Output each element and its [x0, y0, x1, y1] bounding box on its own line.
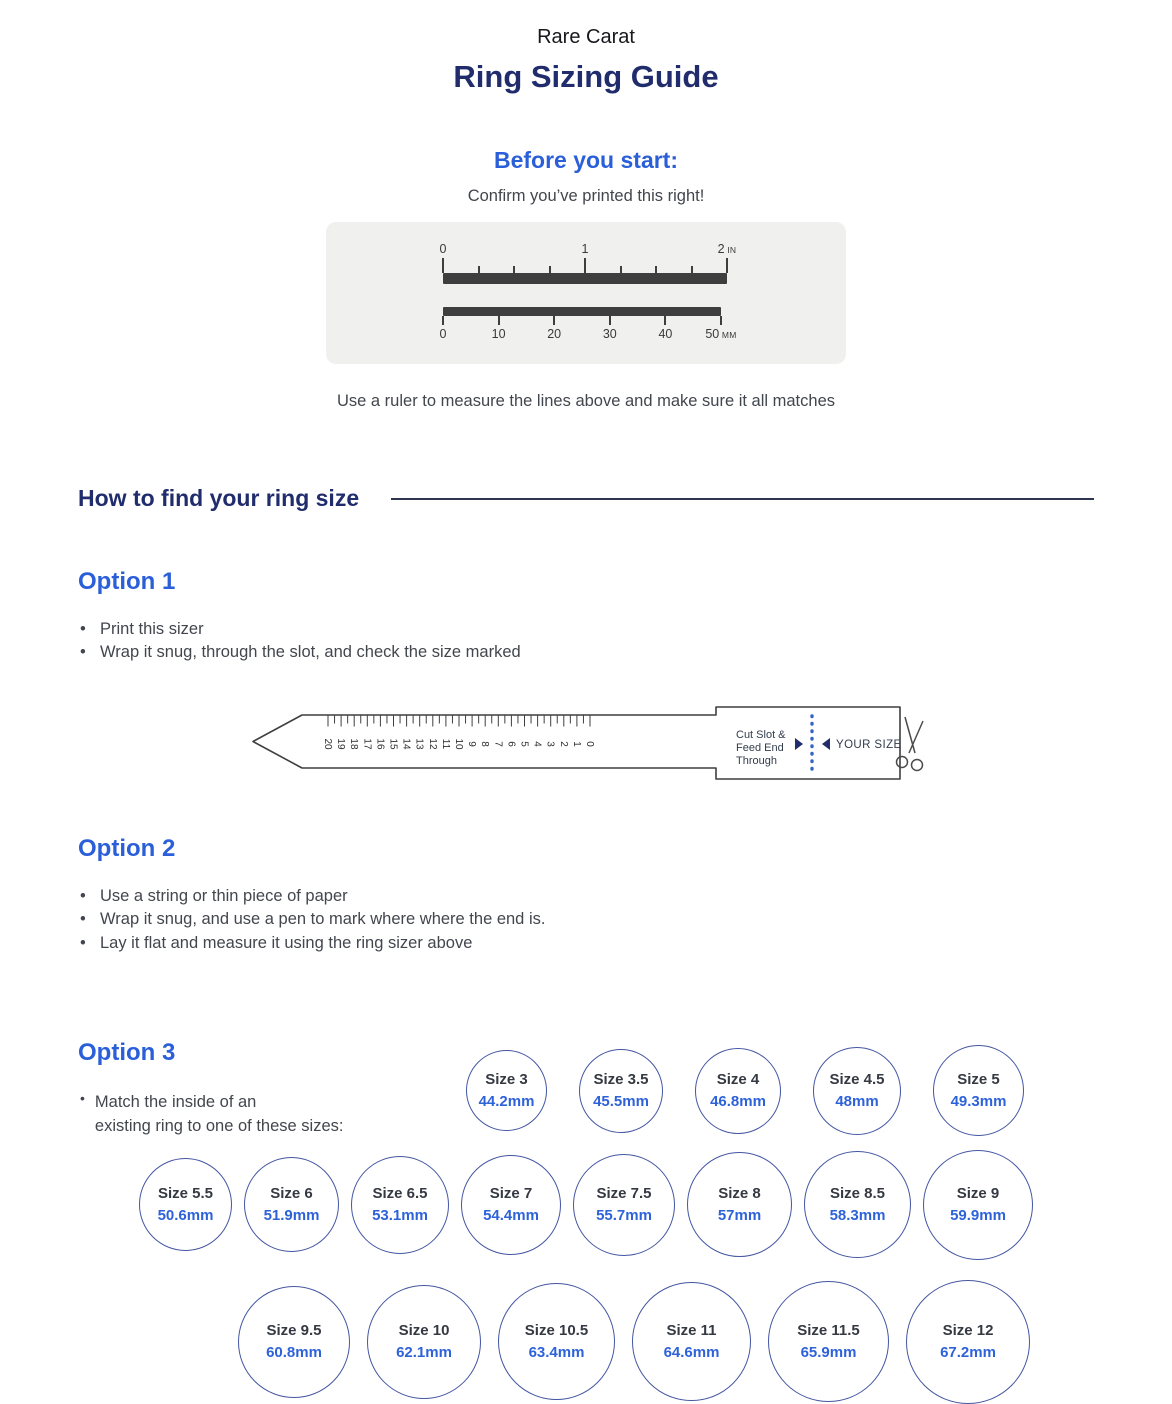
heading-divider-line — [391, 498, 1094, 500]
ring-size-circle — [804, 1151, 911, 1258]
inch-tick — [620, 266, 622, 273]
ring-size-label: Size 10.5 — [524, 1322, 589, 1340]
ring-mm-value: 53.1mm — [372, 1207, 428, 1225]
sizer-number: 1 — [570, 741, 582, 747]
sizer-number: 2 — [557, 741, 569, 747]
ring-size-label: Size 9 — [956, 1185, 1000, 1203]
ring-mm-value: 62.1mm — [396, 1344, 452, 1362]
mm-tick — [498, 316, 500, 325]
sizer-number: 6 — [505, 741, 517, 747]
inch-tick — [442, 258, 444, 273]
option-1-heading: Option 1 — [78, 568, 176, 595]
sizer-number: 8 — [479, 741, 491, 747]
ring-mm-value: 59.9mm — [950, 1207, 1006, 1225]
ring-size-circle — [695, 1048, 781, 1134]
option-3-bullet-line2: existing ring to one of these sizes: — [94, 1116, 344, 1135]
ruler-calibration-box — [326, 222, 846, 364]
mm-unit-label: MM — [719, 330, 737, 340]
ring-size-label: Size 10 — [398, 1322, 450, 1340]
sizer-tick-marks — [328, 715, 590, 726]
ring-size-label: Size 8.5 — [829, 1185, 886, 1203]
sizer-number: 19 — [335, 738, 347, 750]
ring-size-circle — [498, 1283, 615, 1400]
ring-size-label: Size 4 — [716, 1071, 760, 1089]
ring-size-circle — [923, 1150, 1033, 1260]
ring-size-label: Size 5.5 — [157, 1185, 214, 1203]
sizer-number: 9 — [466, 741, 478, 747]
ring-mm-value: 60.8mm — [266, 1344, 322, 1362]
your-size-label: YOUR SIZE — [836, 738, 902, 751]
inch-ruler — [439, 242, 737, 290]
ring-size-circle — [579, 1049, 663, 1133]
mm-ruler-label: 10 — [491, 327, 506, 341]
bullet-item: • Wrap it snug, and use a pen to mark where where the end is. — [78, 908, 1172, 931]
sizer-number: 20 — [322, 738, 333, 750]
mm-ruler-label: 40 — [658, 327, 673, 341]
ring-mm-value: 63.4mm — [528, 1344, 585, 1362]
mm-tick — [720, 316, 722, 325]
ring-mm-value: 64.6mm — [663, 1344, 720, 1362]
option-3-bullet — [78, 1091, 382, 1138]
ring-mm-value: 49.3mm — [950, 1093, 1007, 1111]
inch-tick — [549, 266, 551, 273]
inch-ruler-labels — [439, 242, 737, 258]
mm-ruler-label: 20 — [547, 327, 562, 341]
page-title: Ring Sizing Guide — [453, 59, 719, 94]
sizer-number: 3 — [544, 741, 556, 747]
mm-ruler-label: 50 MM — [705, 327, 737, 341]
inch-ruler-label: 2 IN — [717, 242, 737, 256]
sizer-number: 17 — [361, 738, 373, 750]
inch-ruler-label: 1 — [581, 242, 589, 256]
ring-size-label: Size 8 — [718, 1185, 761, 1203]
mm-tick — [442, 316, 444, 325]
ring-size-label: Size 6.5 — [372, 1185, 428, 1203]
ruler-caption: Use a ruler to measure the lines above and make sure it all matches — [337, 392, 835, 410]
inch-tick — [584, 258, 586, 273]
ring-size-circle — [244, 1157, 339, 1252]
option-3-section — [0, 1039, 1172, 1138]
sizer-number: 5 — [518, 741, 530, 747]
cut-slot-line2: Feed End — [736, 741, 784, 754]
ring-size-label: Size 6 — [270, 1185, 313, 1203]
ring-size-circle — [139, 1158, 232, 1251]
sizer-number: 11 — [439, 738, 451, 750]
ring-size-label: Size 11.5 — [797, 1322, 860, 1340]
sizer-number: 15 — [387, 738, 399, 750]
bullet-item: • Print this sizer — [78, 618, 1172, 641]
brand-name: Rare Carat — [537, 26, 635, 48]
ring-mm-value: 55.7mm — [596, 1207, 652, 1225]
sizer-number: 0 — [584, 741, 595, 747]
ring-mm-value: 44.2mm — [478, 1093, 535, 1111]
ring-mm-value: 57mm — [717, 1207, 762, 1225]
mm-ruler-label: 0 — [439, 327, 447, 341]
ring-size-circle — [461, 1155, 561, 1255]
ring-size-circle — [367, 1285, 481, 1399]
ring-size-row-2 — [0, 1150, 1172, 1260]
sizer-number: 16 — [374, 738, 386, 750]
ring-size-circle — [813, 1047, 901, 1135]
ring-size-circle — [466, 1050, 547, 1131]
ring-size-label: Size 9.5 — [266, 1322, 322, 1340]
option-2-heading: Option 2 — [78, 834, 176, 862]
option-3-intro — [0, 1039, 382, 1138]
inch-unit-label: IN — [724, 245, 737, 255]
mm-ruler-bar — [443, 307, 721, 316]
ring-mm-value: 67.2mm — [940, 1344, 996, 1362]
ring-size-label: Size 3.5 — [593, 1071, 649, 1089]
sizer-number: 14 — [400, 738, 412, 750]
option-3-bullet-line1: Match the inside of an — [94, 1093, 257, 1112]
bullet-item: • Wrap it snug, through the slot, and check the size marked — [78, 641, 1172, 664]
mm-tick — [553, 316, 555, 325]
inch-tick — [513, 266, 515, 273]
ring-mm-value: 65.9mm — [800, 1344, 857, 1362]
bullet-item: • Use a string or thin piece of paper — [78, 885, 1172, 908]
ring-size-label: Size 3 — [485, 1071, 528, 1089]
inch-tick — [726, 258, 728, 273]
option-1-bullet-list — [78, 618, 1172, 665]
ring-size-circle — [238, 1286, 350, 1398]
ring-size-circle — [573, 1154, 675, 1256]
ring-mm-value: 50.6mm — [157, 1207, 214, 1225]
option-3-bullet-text — [95, 1091, 344, 1138]
option-2-bullet-list — [78, 885, 1172, 955]
mm-ruler-labels — [439, 327, 737, 343]
ring-size-circle — [933, 1045, 1024, 1136]
ring-mm-value: 58.3mm — [829, 1207, 886, 1225]
ring-size-circle — [768, 1281, 889, 1402]
ring-size-label: Size 4.5 — [829, 1071, 885, 1089]
ring-mm-value: 46.8mm — [710, 1093, 766, 1111]
ring-mm-value: 45.5mm — [593, 1093, 649, 1111]
ring-size-label: Size 7 — [489, 1185, 533, 1203]
inch-ruler-bar — [443, 273, 727, 284]
inch-tick — [691, 266, 693, 273]
ring-size-circle — [687, 1152, 792, 1257]
mm-ruler — [439, 307, 737, 343]
ring-mm-value: 51.9mm — [263, 1207, 320, 1225]
cut-slot-line3: Through — [736, 754, 777, 767]
ring-size-circle — [632, 1282, 751, 1401]
ring-size-row-1 — [382, 1045, 1172, 1136]
how-to-heading-row — [78, 485, 1094, 512]
ring-mm-value: 54.4mm — [483, 1207, 539, 1225]
ring-size-row-3 — [96, 1280, 1172, 1404]
inch-ruler-label: 0 — [439, 242, 447, 256]
ring-size-circle — [906, 1280, 1030, 1404]
inch-ruler-ticks — [443, 258, 727, 273]
ring-sizer-graphic — [252, 699, 934, 795]
before-you-start-subheading: Confirm you’ve printed this right! — [467, 187, 705, 205]
ring-size-label: Size 11 — [666, 1322, 717, 1340]
sizer-number: 4 — [531, 741, 543, 747]
how-to-heading: How to find your ring size — [78, 485, 360, 511]
bullet-marker: • — [80, 1090, 85, 1107]
option-3-heading: Option 3 — [78, 1039, 176, 1067]
mm-tick — [609, 316, 611, 325]
ring-size-label: Size 12 — [942, 1322, 994, 1340]
inch-tick — [655, 266, 657, 273]
bullet-item: • Lay it flat and measure it using the ring sizer above — [78, 932, 1172, 955]
sizer-number: 10 — [453, 738, 464, 750]
sizer-number: 12 — [426, 738, 438, 750]
ring-size-circle — [351, 1156, 449, 1254]
ring-size-label: Size 5 — [957, 1071, 1000, 1089]
mm-tick — [664, 316, 666, 325]
mm-ruler-ticks — [443, 316, 721, 326]
ring-size-label: Size 7.5 — [596, 1185, 652, 1203]
mm-ruler-label: 30 — [602, 327, 617, 341]
sizer-number: 13 — [413, 738, 425, 750]
printable-ring-sizer — [252, 699, 934, 795]
sizer-number: 7 — [492, 741, 504, 747]
before-you-start-heading: Before you start: — [493, 147, 679, 173]
inch-tick — [478, 266, 480, 273]
ring-mm-value: 48mm — [835, 1093, 879, 1111]
sizer-number: 18 — [348, 738, 360, 750]
cut-slot-line1: Cut Slot & — [736, 728, 786, 741]
